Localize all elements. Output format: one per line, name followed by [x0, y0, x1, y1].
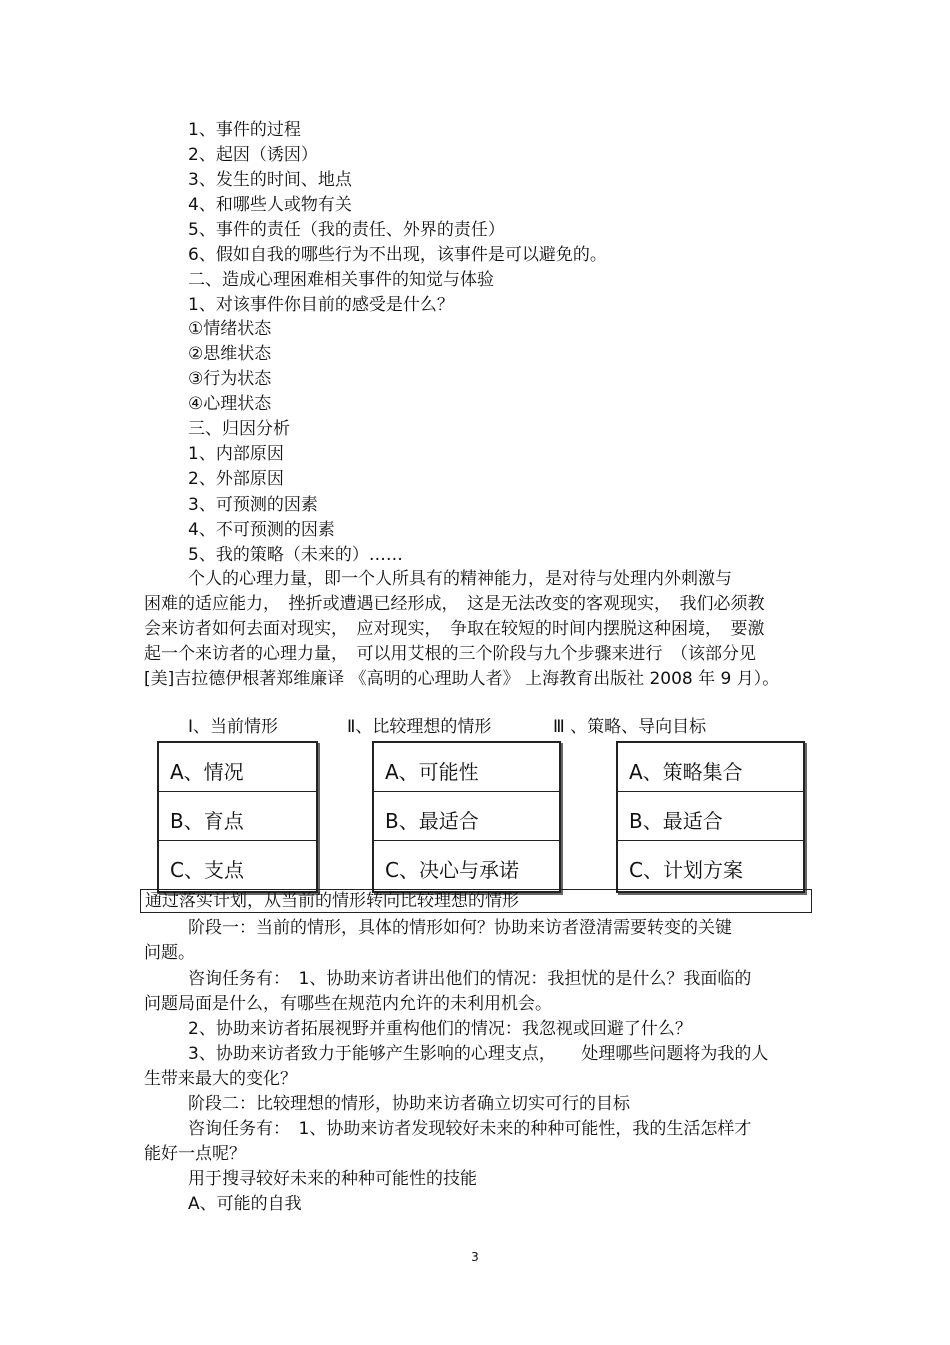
stage-one-heading: 阶段一：当前的情形，具体的情形如何？协助来访者澄清需要转变的关键 — [188, 918, 732, 938]
stage-box-item: B、最适合 — [618, 792, 803, 841]
paragraph-line: 起一个来访者的心理力量， 可以用艾根的三个阶段与九个步骤来进行 （该部分见 — [144, 644, 756, 664]
paragraph-line: 咨询任务有： 1、协助来访者讲出他们的情况：我担忧的是什么？我面临的 — [188, 969, 752, 989]
stage-box-item: B、最适合 — [374, 792, 559, 841]
stage-box-item: C、支点 — [170, 858, 244, 882]
list-item: 2、起因（诱因） — [188, 145, 318, 165]
list-item: 5、我的策略（未来的）…… — [188, 545, 403, 565]
paragraph-line: 问题局面是什么，有哪些在规范内允许的未利用机会。 — [144, 994, 552, 1014]
stage-label: Ⅱ、比较理想的情形 — [347, 717, 492, 737]
paragraph-line: [美]吉拉德伊根著郑维廉译 《高明的心理助人者》 上海教育出版社 2008 年 9 月）。 — [144, 669, 780, 689]
list-item: ①情绪状态 — [188, 319, 272, 339]
stage-box-item: A、可能性 — [374, 743, 559, 792]
stage-box — [157, 741, 318, 893]
list-item: ③行为状态 — [188, 369, 272, 389]
list-item: 5、事件的责任（我的责任、外界的责任） — [188, 220, 505, 240]
stage-box-item: C、决心与承诺 — [385, 858, 519, 882]
list-item: 2、外部原因 — [188, 469, 284, 489]
paragraph-line: 3、协助来访者致力于能够产生影响的心理支点， 处理哪些问题将为我的人 — [188, 1044, 769, 1064]
paragraph-line: 困难的适应能力， 挫折或遭遇已经形成， 这是无法改变的客观现实， 我们必须教 — [144, 594, 765, 614]
stage-box-item: C、计划方案 — [629, 858, 743, 882]
stage-box — [616, 741, 805, 893]
stage-box-item: A、策略集合 — [618, 743, 803, 792]
list-item: 6、假如自我的哪些行为不出现，该事件是可以避免的。 — [188, 245, 607, 265]
paragraph-line: 咨询任务有： 1、协助来访者发现较好未来的种种可能性，我的生活怎样才 — [188, 1119, 752, 1139]
stage-box-item: B、育点 — [159, 792, 316, 841]
plan-banner: 通过落实计划，从当前的情形转向比较理想的情形 — [140, 889, 812, 913]
list-item: 4、不可预测的因素 — [188, 520, 335, 540]
list-item: 4、和哪些人或物有关 — [188, 195, 352, 215]
list-item: 1、事件的过程 — [188, 120, 301, 140]
stage-box — [372, 741, 561, 893]
stage-two-heading: 阶段二：比较理想的情形，协助来访者确立切实可行的目标 — [188, 1094, 630, 1114]
stage-box-item: A、情况 — [159, 743, 316, 792]
list-item: 3、发生的时间、地点 — [188, 170, 352, 190]
list-item: A、可能的自我 — [188, 1194, 302, 1214]
stage-label: Ⅲ 、策略、导向目标 — [553, 717, 707, 737]
list-item: ④心理状态 — [188, 394, 272, 414]
stage-label: Ⅰ、当前情形 — [188, 717, 279, 737]
paragraph-line: 会来访者如何去面对现实， 应对现实， 争取在较短的时间内摆脱这种困境， 要激 — [144, 619, 765, 639]
list-item: 3、可预测的因素 — [188, 495, 318, 515]
page-number: 3 — [471, 1250, 479, 1264]
paragraph-line: 生带来最大的变化？ — [144, 1069, 297, 1089]
section-heading: 三、归因分析 — [188, 419, 290, 439]
paragraph-line: 个人的心理力量，即一个人所具有的精神能力，是对待与处理内外刺激与 — [188, 569, 732, 589]
list-item: 1、对该事件你目前的感受是什么？ — [188, 295, 454, 315]
paragraph-line: 用于搜寻较好未来的种种可能性的技能 — [188, 1169, 477, 1189]
list-item: 1、内部原因 — [188, 444, 284, 464]
paragraph-line: 能好一点呢？ — [144, 1144, 246, 1164]
list-item: ②思维状态 — [188, 344, 272, 364]
paragraph-line: 问题。 — [144, 943, 195, 963]
paragraph-line: 2、协助来访者拓展视野并重构他们的情况：我忽视或回避了什么？ — [188, 1019, 692, 1039]
section-heading: 二、造成心理困难相关事件的知觉与体验 — [188, 270, 494, 290]
